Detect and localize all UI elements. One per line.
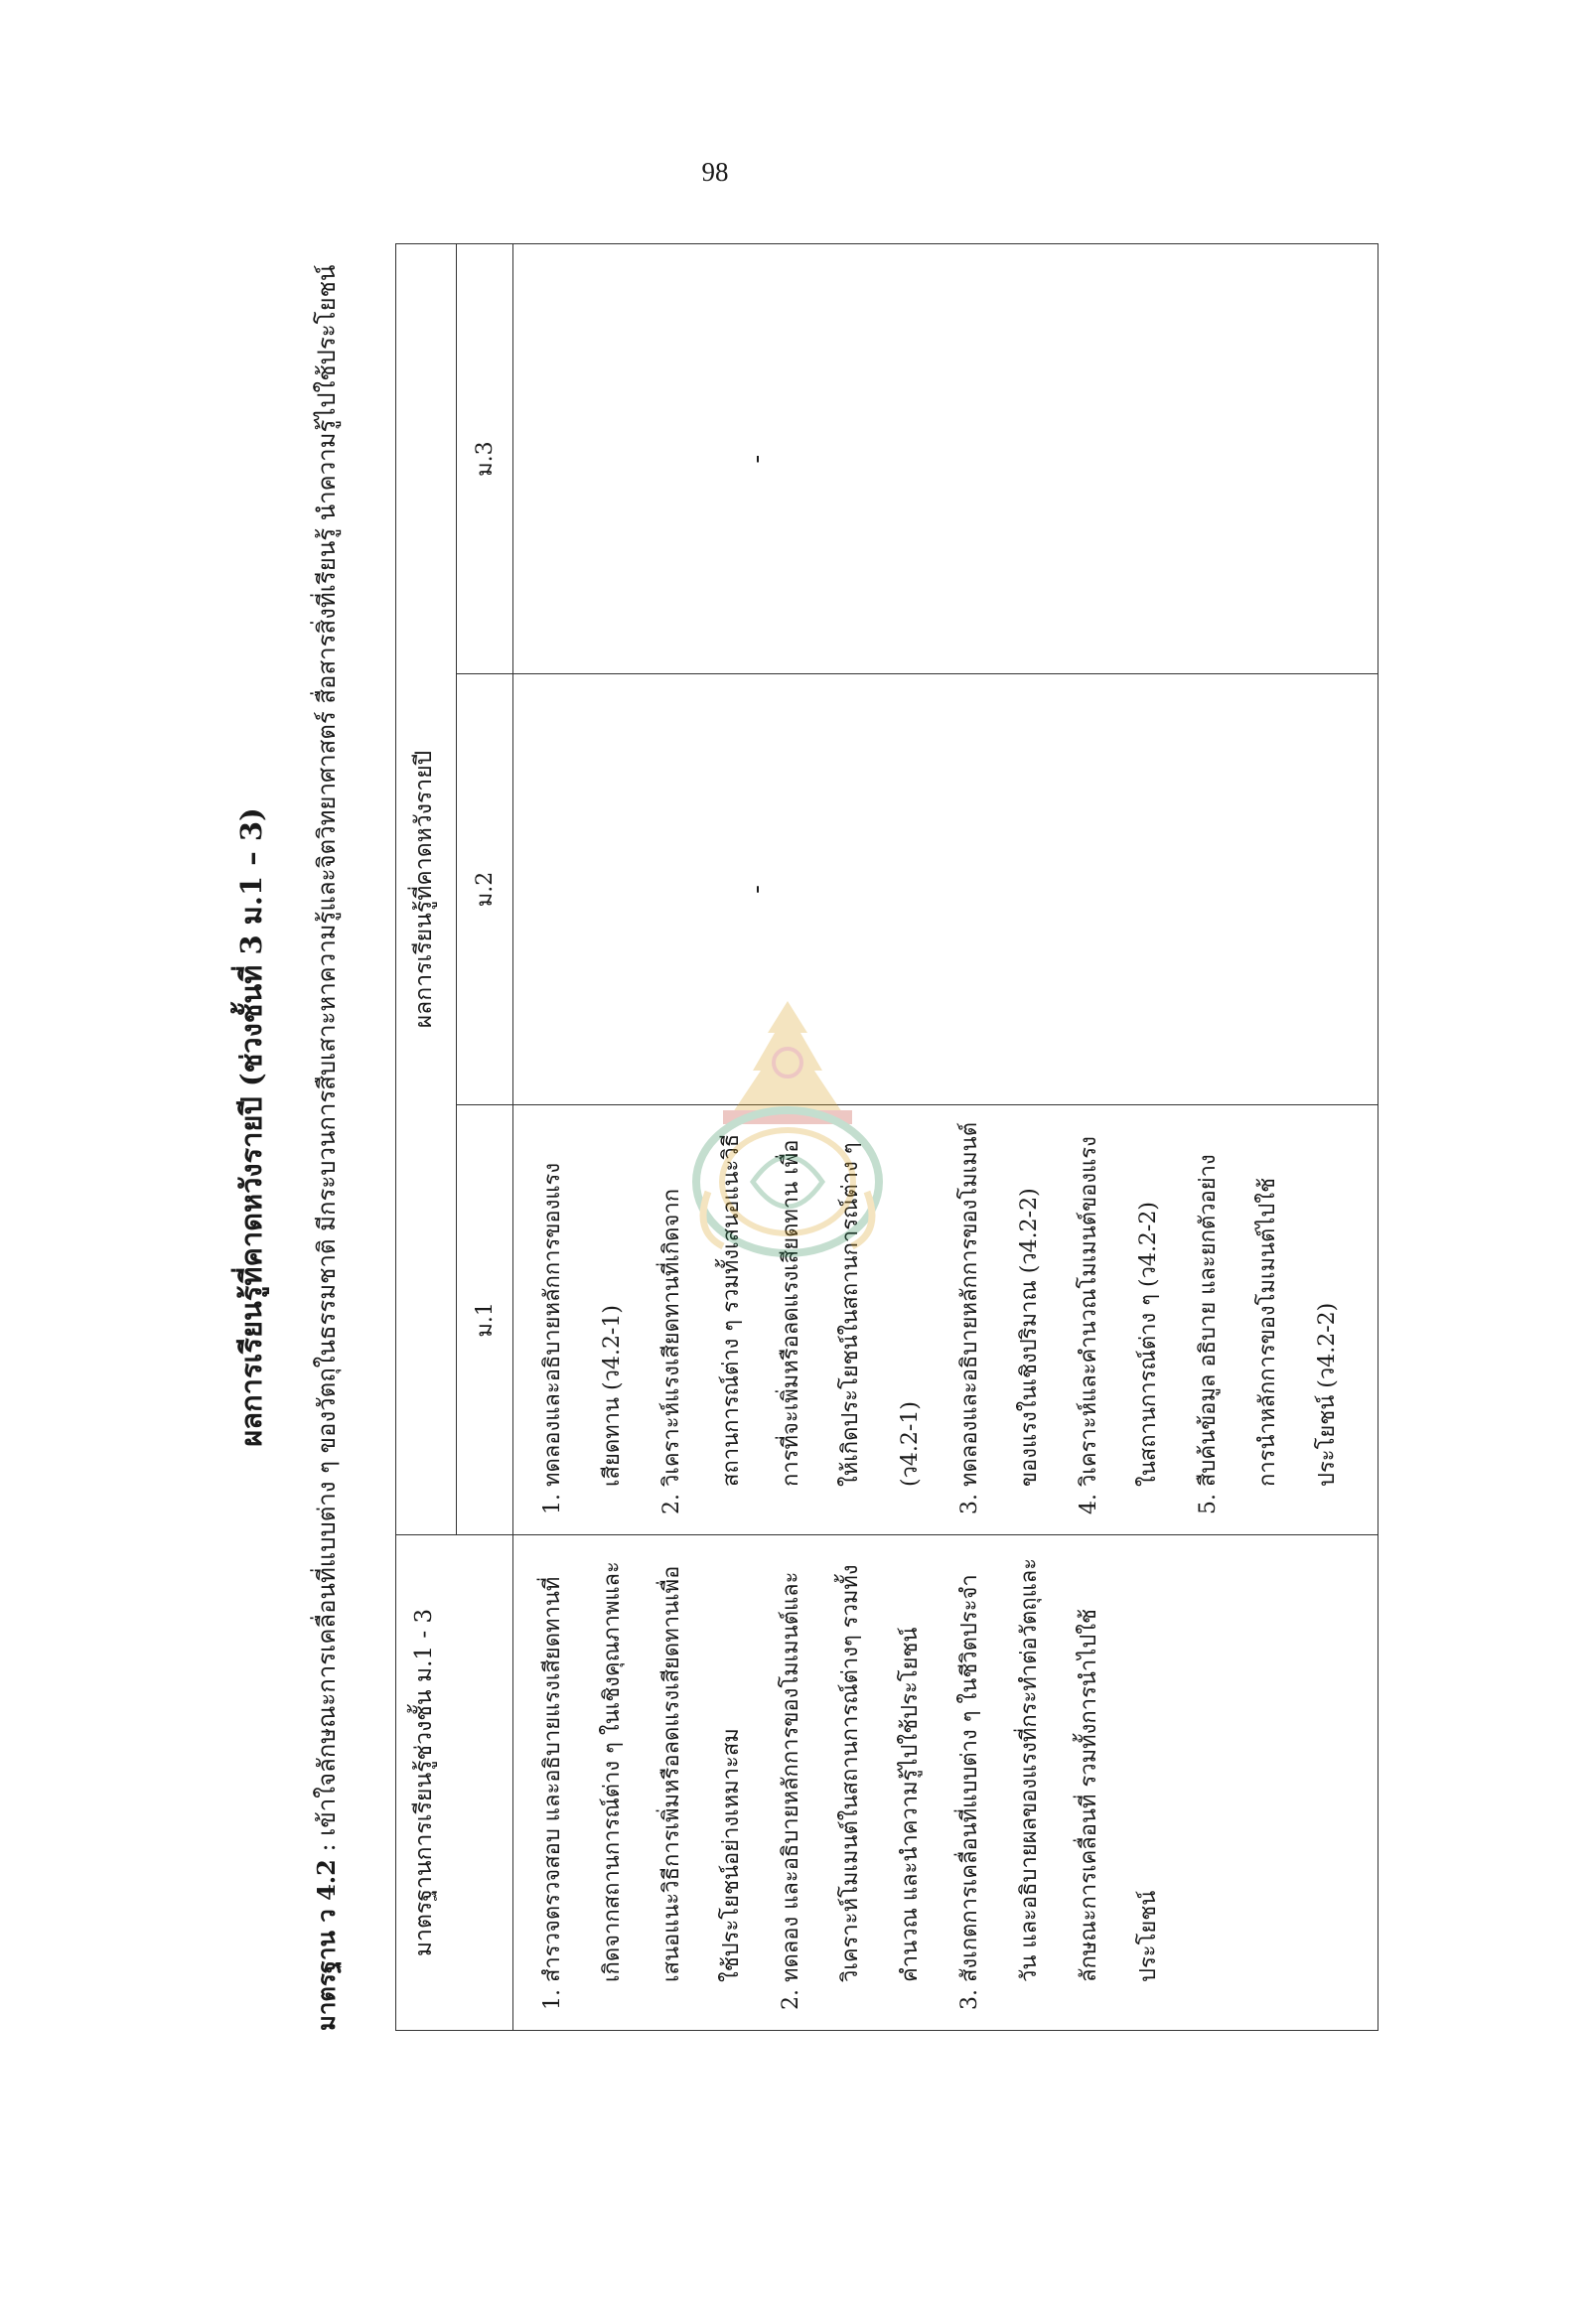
standard-item: 1. สำรวจตรวจสอบ และอธิบายแรงเสียดทานที่เกิดจากสถานการณ์ต่าง ๆ ในเชิงคุณภาพและเสนอแนะวิธีการเพิ่มหรือลดแรงเสียดทานเพื่อใช้ประโยชน์อย่างเหมาะสม [523, 1549, 762, 1982]
seal-watermark-icon [683, 993, 892, 1261]
m3-outcomes-cell: - [513, 244, 1378, 674]
m1-outcome-item: 3. ทดลองและอธิบายหลักการของโมเมนต์ของแรงในเชิงปริมาณ (ว4.2-2) [941, 1119, 1060, 1487]
m1-outcome-item: 2. วิเคราะห์แรงเสียดทานที่เกิดจากสถานการณ์ต่าง ๆ รวมทั้งเสนอแนะวิธีการที่จะเพิ่มหรือลดแรงเสียดทาน เพื่อให้เกิดประโยชน์ในสถานการณ์ต่าง ๆ (ว4.2-1) [643, 1119, 941, 1487]
m1-outcome-item: 4. วิเคราะห์และคำนวณโมเมนต์ของแรงในสถานการณ์ต่าง ๆ (ว4.2-2) [1060, 1119, 1179, 1487]
header-standards: มาตรฐานการเรียนรู้ช่วงชั้น ม.1 - 3 [396, 1535, 513, 2031]
standards-cell [513, 1535, 1378, 2031]
m1-outcomes-cell [513, 1104, 1378, 1534]
header-grade-m1: ม.1 [457, 1104, 513, 1534]
standard-item: 3. สังเกตการเคลื่อนที่แบบต่าง ๆ ในชีวิตประจำวัน และอธิบายผลของแรงที่กระทำต่อวัตถุและลักษณะการเคลื่อนที่ รวมทั้งการนำไปใช้ประโยชน์ [941, 1549, 1179, 1982]
m2-outcomes-cell: - [513, 674, 1378, 1104]
m1-outcome-item: 1. ทดลองและอธิบายหลักการของแรงเสียดทาน (ว4.2-1) [523, 1119, 643, 1487]
standard-label: มาตรฐาน ว 4.2 [312, 1859, 341, 2031]
header-grade-m2: ม.2 [457, 674, 513, 1104]
standard-statement [303, 214, 351, 2031]
standard-separator: : [313, 1835, 341, 1860]
header-grade-m3: ม.3 [457, 244, 513, 674]
header-outcomes: ผลการเรียนรู้ที่คาดหวังรายปี [396, 244, 457, 1535]
page-number: 98 [701, 157, 729, 187]
standard-text: เข้าใจลักษณะการเคลื่อนที่แบบต่าง ๆ ของวัตถุในธรรมชาติ มีกระบวนการสืบเสาะหาความรู้และจิตวิทยาศาสตร์ สื่อสารสิ่งที่เรียนรู้ นำความรู้ไปใช้ประโยชน์ [313, 264, 341, 1836]
page-title: ผลการเรียนรู้ที่คาดหวังรายปี (ช่วงชั้นที่ 3 ม.1 – 3) [234, 807, 268, 1447]
standard-item: 2. ทดลอง และอธิบายหลักการของโมเมนต์และวิเคราะห์โมเมนต์ในสถานการณ์ต่างๆ รวมทั้งคำนวณ และนำความรู้ไปใช้ประโยชน์ [762, 1549, 941, 1982]
m1-outcome-item: 5. สืบค้นข้อมูล อธิบาย และยกตัวอย่างการนำหลักการของโมเมนต์ไปใช้ประโยชน์ (ว4.2-2) [1179, 1119, 1358, 1487]
